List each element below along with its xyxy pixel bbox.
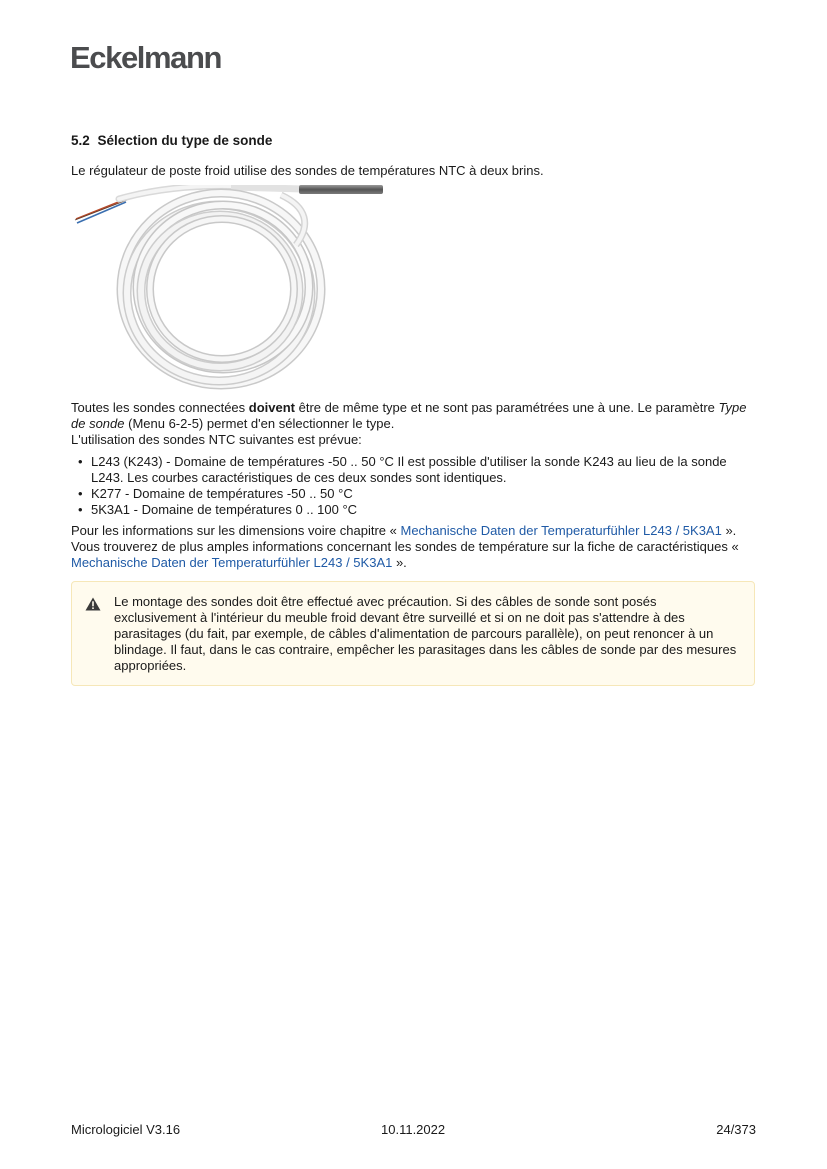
section-number: 5.2 <box>71 133 90 148</box>
datasheet-link[interactable]: Mechanische Daten der Temperaturfühler L243 / 5K3A1 <box>71 555 393 570</box>
footer-date: 10.11.2022 <box>381 1122 446 1137</box>
para3-end: ». <box>721 523 737 538</box>
para1-text-2: être de même type et ne sont pas paramétrées une à une. Le paramètre <box>295 400 719 415</box>
para4-end: ». <box>392 555 407 570</box>
para1-text-3: (Menu 6-2-5) permet d'en sélectionner le type. <box>124 416 395 431</box>
section-heading <box>71 133 761 148</box>
list-item: • K277 - Domaine de températures -50 .. 50 °C <box>91 486 761 502</box>
sensor-cable-image <box>71 185 391 390</box>
para1-italic: Type de sonde <box>71 400 747 431</box>
sensor-type-paragraph <box>71 400 761 432</box>
para3-text: Pour les informations sur les dimensions voire chapitre « <box>71 523 401 538</box>
para4-text: Vous trouverez de plus amples informations concernant les sondes de température sur la fiche de caractéristiques « <box>71 539 739 554</box>
dimensions-paragraph <box>71 523 761 539</box>
eckelmann-logo: Eckelmann <box>70 40 222 75</box>
ntc-usage-paragraph: L'utilisation des sondes NTC suivantes est prévue: <box>71 432 362 447</box>
warning-box <box>71 581 755 686</box>
dimensions-link[interactable]: Mechanische Daten der Temperaturfühler L243 / 5K3A1 <box>400 523 722 538</box>
para1-bold: doivent <box>248 400 296 415</box>
intro-paragraph: Le régulateur de poste froid utilise des sondes de températures NTC à deux brins. <box>71 163 544 178</box>
list-item: • L243 (K243) - Domaine de températures -50 .. 50 °C Il est possible d'utiliser la sonde K243 au lieu de la sonde L243. Les courbes caractéristiques de ces deux sondes sont identiques. <box>91 454 761 486</box>
warning-text: Le montage des sondes doit être effectué avec précaution. Si des câbles de sonde sont posés exclusivement à l'intérieur du meuble froid devant être surveillé et si on ne doit pas s'attendre à des parasitages (du fait, par exemple, de câbles d'alimentation de parcours parallèle), on peut renoncer à un blindage. Il faut, dans le cas contraire, empêcher les parasitages dans les câbles de sonde par des mesures appropriées. <box>114 594 737 673</box>
footer-page-number: 24/373 <box>716 1122 756 1137</box>
section-title: Sélection du type de sonde <box>97 133 273 148</box>
datasheet-paragraph <box>71 539 761 571</box>
sensor-list <box>71 454 761 518</box>
para1-text-1: Toutes les sondes connectées <box>71 400 249 415</box>
footer-firmware: Micrologiciel V3.16 <box>71 1122 181 1137</box>
list-item: • 5K3A1 - Domaine de températures 0 .. 100 °C <box>91 502 761 518</box>
main-content <box>71 133 761 686</box>
warning-triangle-icon <box>85 597 101 611</box>
